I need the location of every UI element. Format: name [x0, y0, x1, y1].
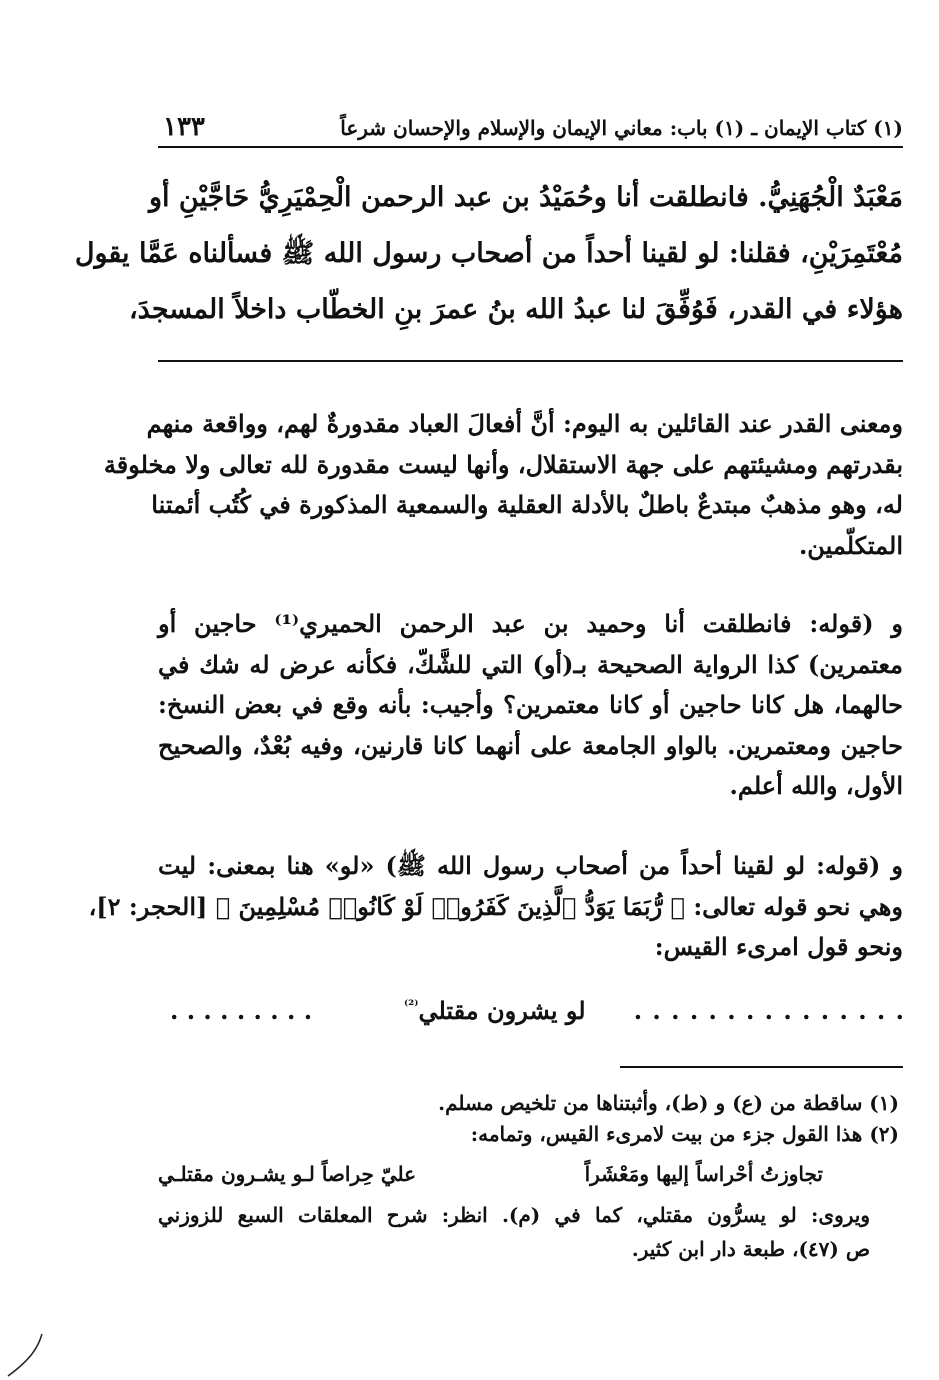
- verse-line: [170, 996, 905, 1036]
- commentary-paragraph-3: [88, 846, 904, 968]
- hadith-line: مَعْبَدٌ الْجُهَنِيُّ. فانطلقت أنا وحُمَيْدُ بن عبد الرحمن الْحِمْيَرِيُّ حَاجَّيْنِ أو: [148, 182, 903, 213]
- commentary-line: وهي نحو قوله تعالى: ﴿ رُّبَمَا يَوَدُّ ٱلَّذِينَ كَفَرُوا۟ لَوْ كَانُوا۟ مُسْلِمِينَ ﴾ [الحجر: ٢]،: [88, 891, 903, 921]
- footnote-line: ويروى: لو يسرُّون مقتلي، كما في (م). انظر: شرح المعلقات السبع للزوزني: [158, 1203, 870, 1227]
- footnote-2-intro: (٢) هذا القول جزء من بيت لامرىء القيس، وتمامه:: [470, 1122, 899, 1146]
- hadith-line: هؤلاء في القدر، فَوُفِّقَ لنا عبدُ الله بنُ عمرَ بنِ الخطّاب داخلاً المسجدَ،: [128, 294, 903, 325]
- commentary-line: و (قوله: لو لقينا أحداً من أصحاب رسول الله ﷺ) «لو» هنا بمعنى: ليت: [158, 851, 904, 880]
- poem-hemistich-2: عليّ حِراصاً لـو يشـرون مقتلـي: [158, 1162, 417, 1186]
- footnote-2-continuation: [158, 1198, 870, 1266]
- commentary-line: حالهما، هل كانا حاجين أو كانا معتمرين؟ وأجيب: بأنه وقع في بعض النسخ:: [158, 690, 903, 719]
- commentary-line: له، وهو مذهبٌ مبتدعٌ باطلٌ بالأدلة العقلية والسمعية المذكورة في كُتُب أئمتنا: [151, 490, 903, 519]
- running-title: (١) كتاب الإيمان ـ (١) باب: معاني الإيمان والإسلام والإحسان شرعاً: [340, 116, 903, 140]
- commentary-line: معتمرين) كذا الرواية الصحيحة بـ(أو) التي للشَّكّ، فكأنه عرض له شك في: [158, 649, 903, 679]
- hadith-line: مُعْتَمِرَيْنِ، فقلنا: لو لقينا أحداً من أصحاب رسول الله ﷺ فسألناه عَمَّا يقول: [74, 238, 903, 269]
- verse-ending: لو يشرون مقتلي: [418, 996, 586, 1025]
- hadith-text: [74, 170, 903, 338]
- commentary-line: ومعنى القدر عند القائلين به اليوم: أنَّ أفعالَ العباد مقدورةٌ لهم، وواقعة منهم: [146, 409, 903, 438]
- commentary-paragraph-1: [103, 404, 903, 566]
- footnote-1: (١) ساقطة من (ع) و (ط)، وأثبتناها من تلخيص مسلم.: [438, 1091, 899, 1115]
- commentary-line: حاجين ومعتمرين. بالواو الجامعة على أنهما كانا قارنين، وفيه بُعْدٌ، والصحيح: [158, 730, 904, 760]
- footnote-line: ص (٤٧)، طبعة دار ابن كثير.: [631, 1237, 870, 1261]
- scan-mark-icon: [0, 1330, 60, 1380]
- verse-dots-left: . . . . . . . . .: [170, 996, 313, 1025]
- commentary-line: ونحو قول امرىء القيس:: [654, 932, 903, 961]
- verse-ending-group: [170, 996, 586, 1025]
- commentary-line: المتكلّمين.: [798, 530, 903, 560]
- verse-dots-right: . . . . . . . . . . . . . . .: [633, 996, 905, 1025]
- commentary-line: الأول، والله أعلم.: [729, 771, 903, 800]
- commentary-line: و (قوله: فانطلقت أنا وحميد بن عبد الرحمن الحميري⁽¹⁾ حاجين أو: [158, 609, 903, 638]
- commentary-paragraph-2: [158, 604, 903, 807]
- header-rule: [158, 146, 903, 148]
- footnote-poem: [158, 1158, 903, 1194]
- poem-hemistich-1: تجاوزتُ أحْراساً إليها ومَعْشَراً: [584, 1162, 823, 1186]
- commentary-line: بقدرتهم ومشيئتهم على جهة الاستقلال، وأنها ليست مقدورة لله تعالى ولا مخلوقة: [103, 449, 903, 479]
- section-divider: [158, 360, 903, 362]
- page-header: [155, 110, 911, 146]
- footnote-ref: ⁽²⁾: [403, 998, 419, 1014]
- page-number: ١٣٣: [163, 112, 205, 142]
- footnotes: [158, 1088, 903, 1150]
- footnote-rule: [620, 1066, 903, 1068]
